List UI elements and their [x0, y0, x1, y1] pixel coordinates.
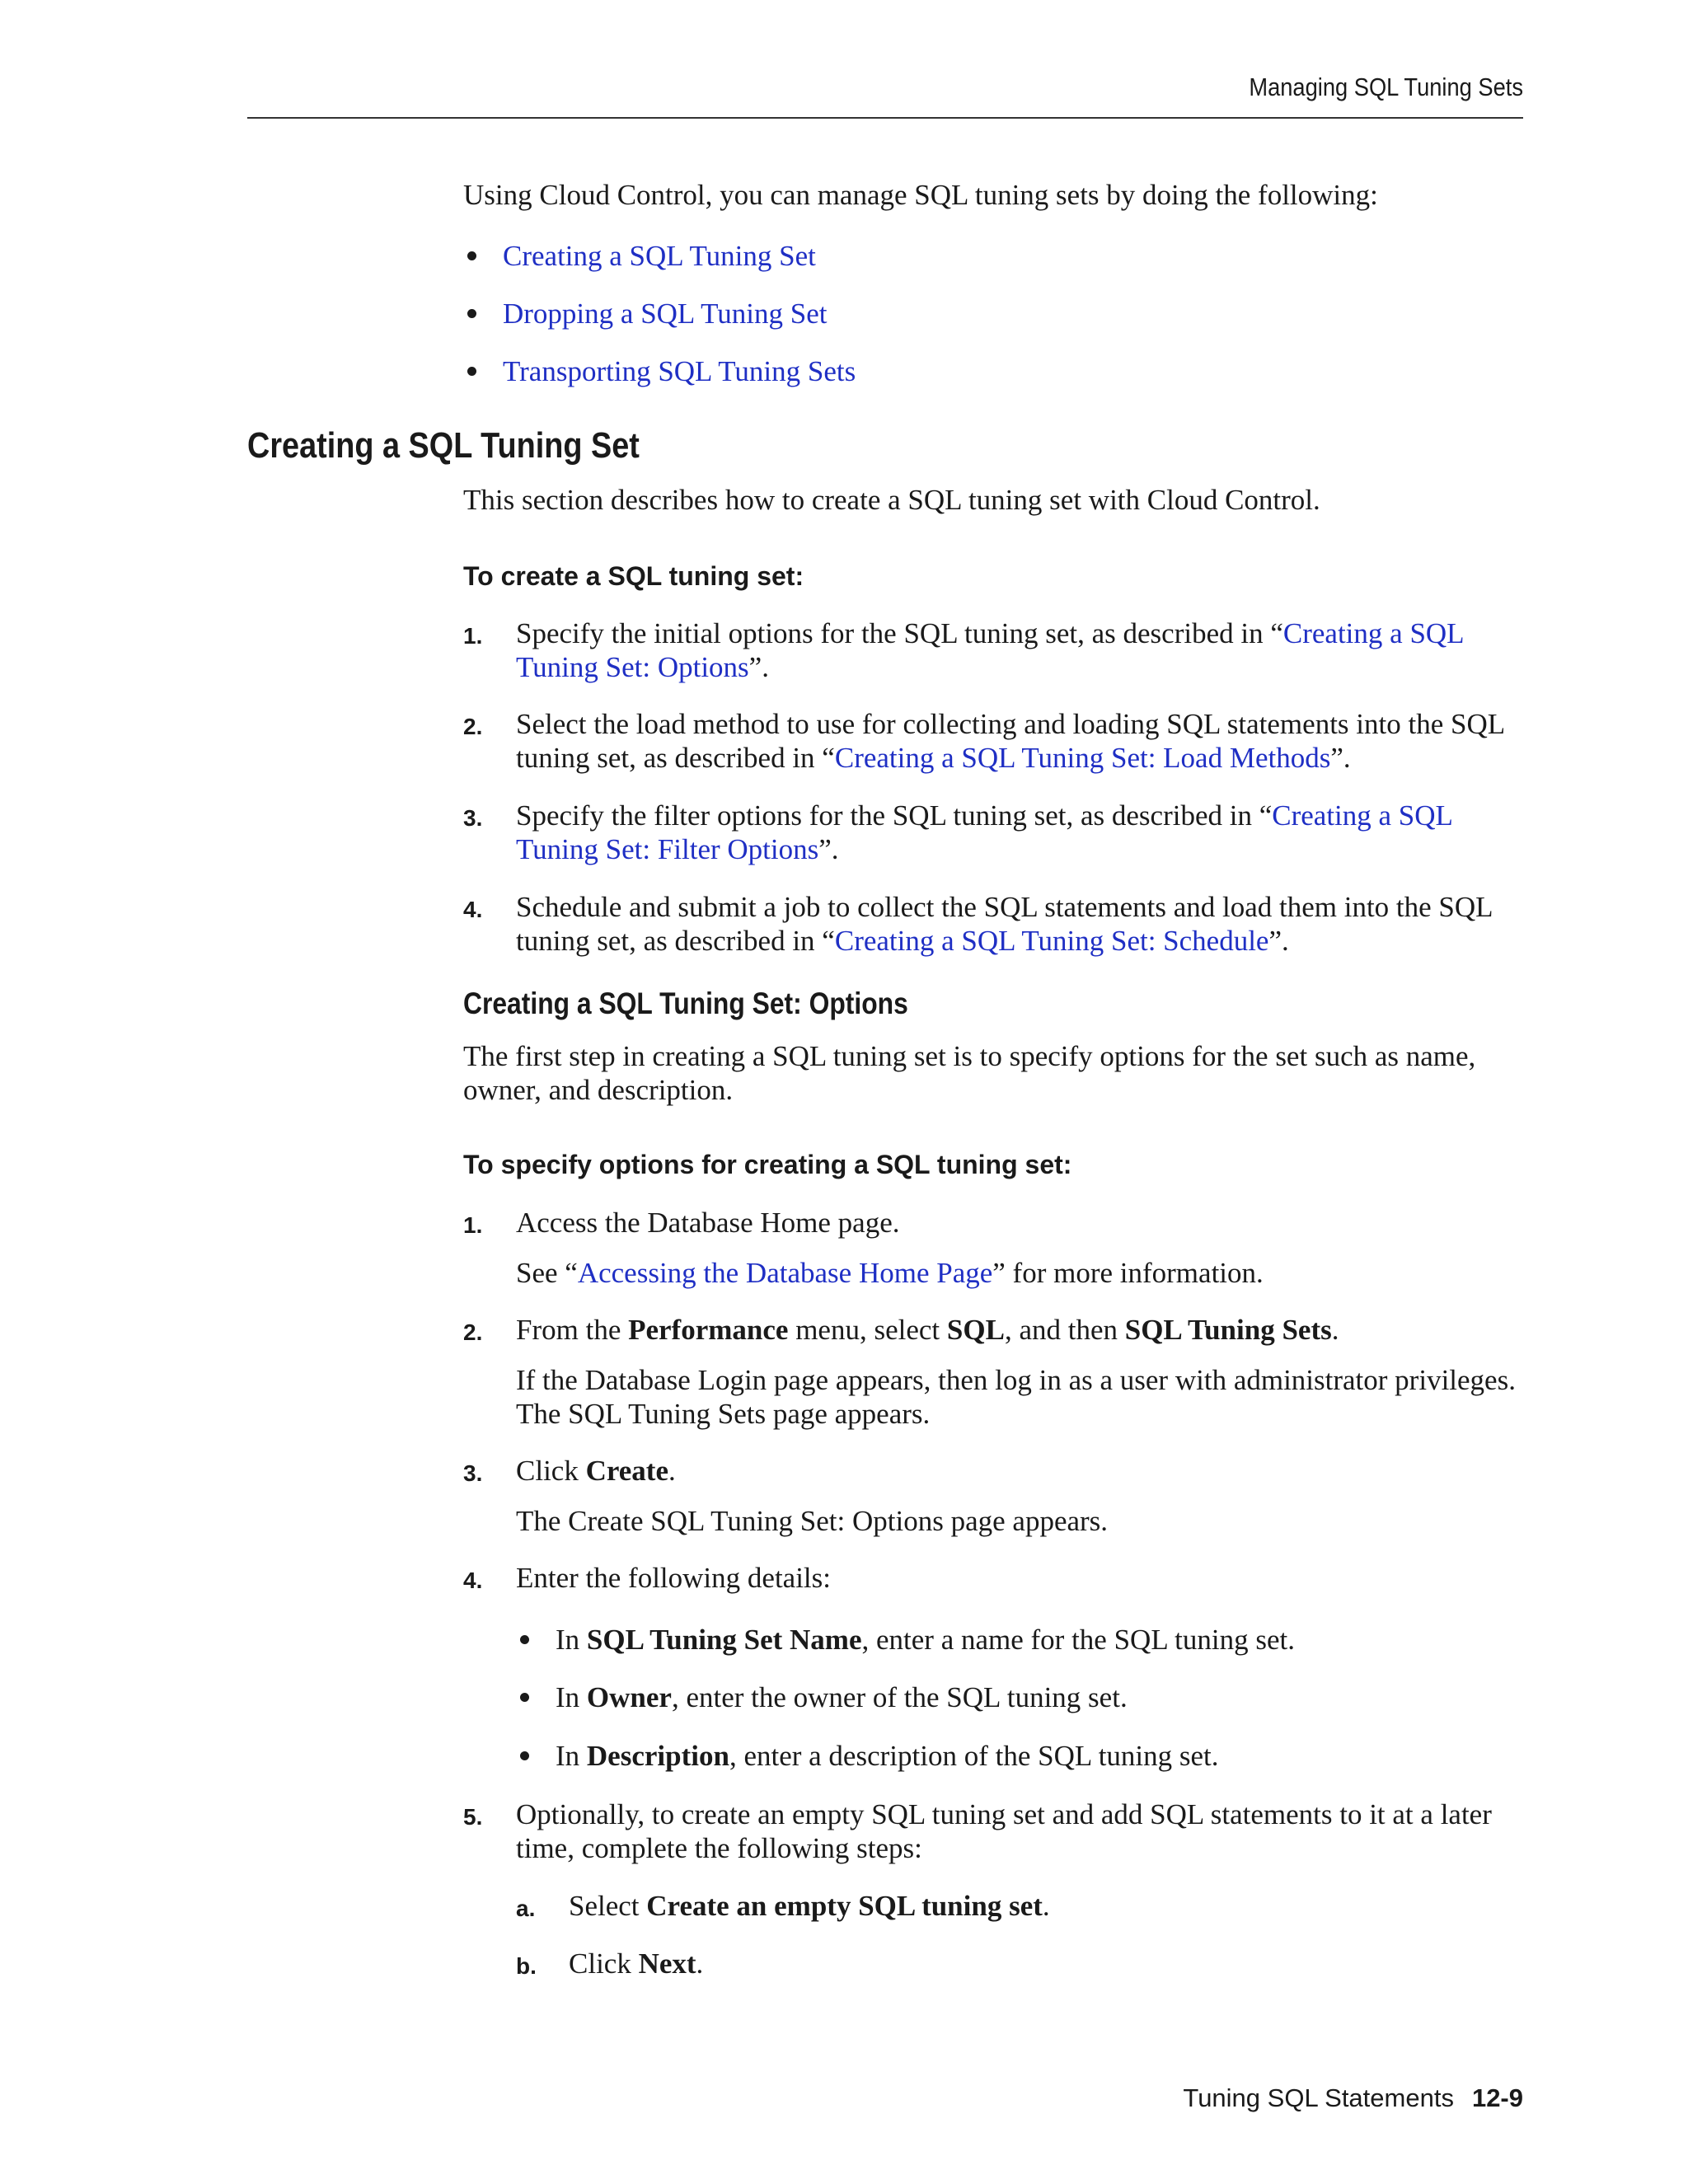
link-dropping-sql-tuning-set[interactable]: Dropping a SQL Tuning Set: [503, 298, 828, 330]
options-step-2: 2. From the Performance menu, select SQL, and then SQL Tuning Sets. If the Database Login page appears, then log in as a user with administrator privileges. The SQL Tuning Sets page appears.: [463, 1314, 1516, 1430]
procedure-title-options: To specify options for creating a SQL tuning set:: [463, 1150, 1072, 1179]
link-transporting-sql-tuning-sets[interactable]: Transporting SQL Tuning Sets: [503, 355, 856, 387]
substep-a: a. Select Create an empty SQL tuning set.: [516, 1890, 1050, 1922]
link-filter-options[interactable]: Creating a SQL Tuning Set: Filter Options: [516, 799, 1452, 865]
running-header: Managing SQL Tuning Sets: [1249, 73, 1523, 101]
step-3: 3. Specify the filter options for the SQL tuning set, as described in “Creating a SQL Tuning Set: Filter Options”.: [463, 799, 1452, 865]
list-item: In Description, enter a description of the SQL tuning set.: [516, 1739, 1566, 1773]
page-number: 12-9: [1471, 2083, 1523, 2112]
page-footer: [1183, 2083, 1523, 2113]
link-accessing-database-home-page[interactable]: Accessing the Database Home Page: [577, 1257, 993, 1289]
list-item: In SQL Tuning Set Name, enter a name for the SQL tuning set.: [516, 1623, 1566, 1657]
step-4: 4. Schedule and submit a job to collect the SQL statements and load them into the SQL tuning set, as described in “Creating a SQL Tuning Set: Schedule”.: [463, 891, 1493, 957]
list-item: [463, 297, 856, 330]
link-creating-sql-tuning-set[interactable]: Creating a SQL Tuning Set: [503, 240, 816, 272]
header-rule: [247, 117, 1523, 119]
procedure-title: To create a SQL tuning set:: [463, 561, 804, 591]
intro-text: Using Cloud Control, you can manage SQL tuning sets by doing the following:: [463, 179, 1378, 211]
options-step-1: 1. Access the Database Home page. See “Accessing the Database Home Page” for more information.: [463, 1207, 1264, 1289]
intro-link-list: [463, 239, 856, 388]
footer-book-title: Tuning SQL Statements: [1183, 2083, 1454, 2112]
options-step-5: 5. Optionally, to create an empty SQL tuning set and add SQL statements to it at a later time, complete the following steps:: [463, 1798, 1492, 1864]
step-2: 2. Select the load method to use for collecting and loading SQL statements into the SQL tuning set, as described in “Creating a SQL Tuning Set: Load Methods”.: [463, 708, 1504, 774]
subsection-description: The first step in creating a SQL tuning set is to specify options for the set such as name, owner, and description.: [463, 1040, 1476, 1106]
step-1: 1. Specify the initial options for the SQL tuning set, as described in “Creating a SQL Tuning Set: Options”.: [463, 617, 1464, 683]
link-options[interactable]: Creating a SQL Tuning Set: Options: [516, 617, 1464, 683]
options-step-3: 3. Click Create. The Create SQL Tuning Set: Options page appears.: [463, 1455, 1109, 1537]
section-description: This section describes how to create a SQL tuning set with Cloud Control.: [463, 484, 1320, 516]
options-step-4: 4. Enter the following details:: [463, 1562, 831, 1594]
link-load-methods[interactable]: Creating a SQL Tuning Set: Load Methods: [834, 742, 1331, 774]
section-title: Creating a SQL Tuning Set: [247, 425, 640, 466]
list-item: In Owner, enter the owner of the SQL tuning set.: [516, 1680, 1566, 1714]
list-item: [463, 239, 856, 273]
subsection-title: Creating a SQL Tuning Set: Options: [463, 987, 908, 1020]
substep-b: b. Click Next.: [516, 1947, 704, 1980]
list-item: [463, 354, 856, 388]
link-schedule[interactable]: Creating a SQL Tuning Set: Schedule: [834, 925, 1269, 957]
